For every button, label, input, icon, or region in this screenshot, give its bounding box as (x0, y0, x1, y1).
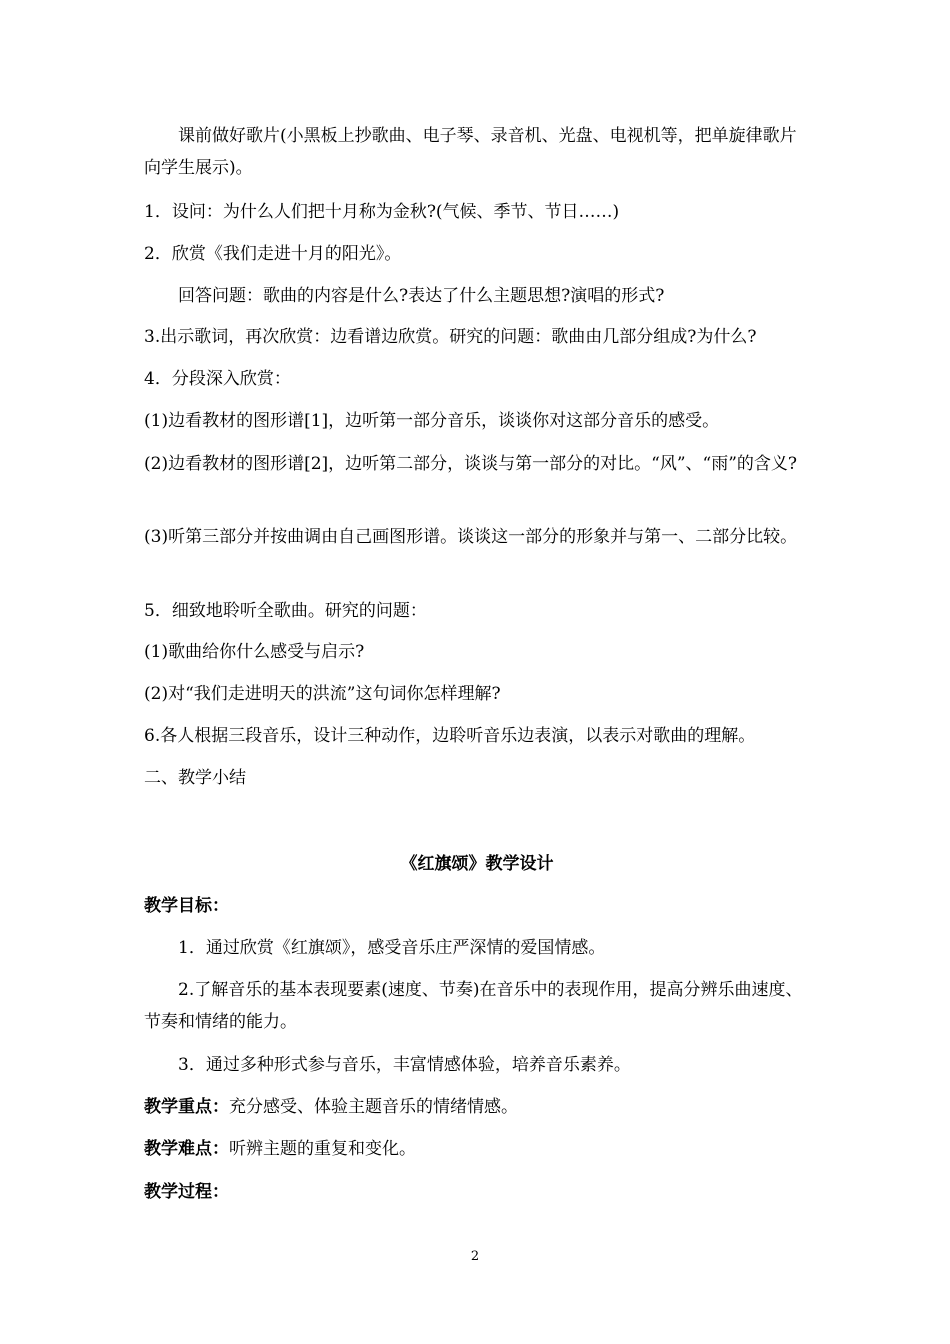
goal-3: 3．通过多种形式参与音乐，丰富情感体验，培养音乐素养。 (178, 1055, 631, 1075)
step-1: 1．设问：为什么人们把十月称为金秋?(气候、季节、节日……) (144, 202, 620, 222)
step-3: 3.出示歌词，再次欣赏：边看谱边欣赏。研究的问题：歌曲由几部分组成?为什么? (144, 327, 757, 347)
step-6: 6.各人根据三段音乐，设计三种动作，边聆听音乐边表演，以表示对歌曲的理解。 (144, 726, 756, 746)
section-title: 《红旗颂》教学设计 (400, 854, 554, 874)
section-summary-heading: 二、教学小结 (144, 768, 246, 788)
step-4-2: (2)边看教材的图形谱[2]，边听第二部分，谈谈与第一部分的对比。“风”、“雨”的含义? (144, 454, 798, 474)
key-point-text: 充分感受、体验主题音乐的情绪情感。 (229, 1097, 518, 1117)
difficulty-label: 教学难点： (144, 1139, 229, 1159)
step-2: 2．欣赏《我们走进十月的阳光》。 (144, 244, 402, 264)
difficulty-text: 听辨主题的重复和变化。 (229, 1139, 416, 1159)
step-5-2: (2)对“我们走进明天的洪流”这句词你怎样理解? (144, 684, 501, 704)
step-4: 4．分段深入欣赏： (144, 369, 291, 389)
key-point-label: 教学重点： (144, 1097, 229, 1117)
step-5-1: (1)歌曲给你什么感受与启示? (144, 642, 365, 662)
goal-2: 2.了解音乐的基本表现要素(速度、节奏)在音乐中的表现作用，提高分辨乐曲速度、节奏和情绪的能力。 (144, 980, 803, 1032)
process-label: 教学过程： (144, 1182, 229, 1202)
difficulty-row (144, 1133, 812, 1165)
step-5: 5．细致地聆听全歌曲。研究的问题： (144, 601, 427, 621)
step-2-questions: 回答问题：歌曲的内容是什么?表达了什么主题思想?演唱的形式? (178, 286, 665, 306)
step-4-3: (3)听第三部分并按曲调由自己画图形谱。谈谈这一部分的形象并与第一、二部分比较。 (144, 527, 798, 547)
prep-paragraph: 课前做好歌片(小黑板上抄歌曲、电子琴、录音机、光盘、电视机等，把单旋律歌片向学生展示)。 (144, 126, 797, 178)
key-point-row (144, 1091, 812, 1123)
goal-1: 1．通过欣赏《红旗颂》，感受音乐庄严深情的爱国情感。 (178, 938, 606, 958)
step-4-1: (1)边看教材的图形谱[1]，边听第一部分音乐，谈谈你对这部分音乐的感受。 (144, 411, 720, 431)
page-number: 2 (470, 1249, 480, 1264)
goals-label: 教学目标： (144, 896, 229, 916)
